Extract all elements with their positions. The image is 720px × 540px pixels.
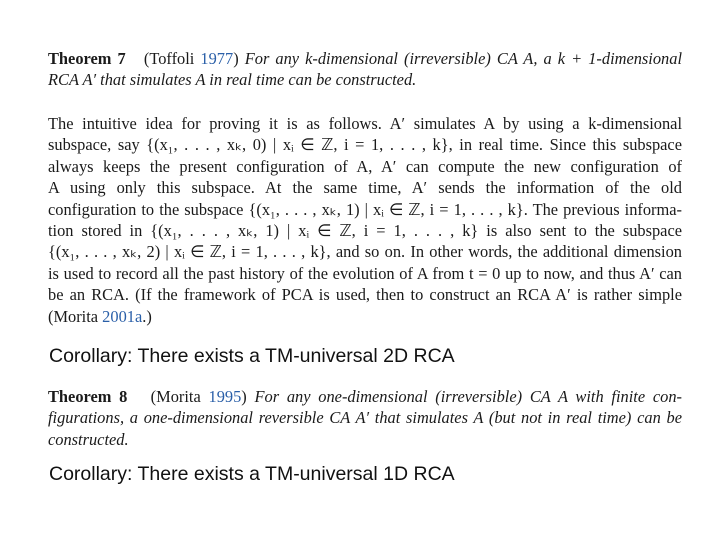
- theorem-7-citation-close: ): [233, 49, 239, 68]
- theorem-7-label: Theorem 7: [48, 49, 126, 68]
- theorem-8: [48, 386, 682, 450]
- theorem-7-line-1: [48, 48, 682, 69]
- theorem-7: [48, 48, 682, 91]
- theorem-8-statement-1: For any one-dimensional (irreversible) CA A with finite con-: [254, 387, 682, 406]
- theorem-8-label: Theorem 8: [48, 387, 128, 406]
- theorem-7-statement-2: RCA A′ that simulates A in real time can be constructed.: [48, 70, 417, 90]
- proof-paragraph: [48, 113, 682, 327]
- proof-line: be an RCA. (If the framework of PCA is used, then to construct an RCA A′ is rather simple: [48, 285, 682, 305]
- theorem-7-citation-year[interactable]: 1977: [200, 49, 234, 68]
- proof-citation-open: (Morita: [48, 306, 103, 326]
- theorem-8-citation-open: (Morita: [150, 387, 209, 406]
- theorem-7-citation-open: (Toffoli: [143, 49, 201, 68]
- proof-citation-close: .): [142, 306, 152, 326]
- proof-line: {(x₁, . . . , xₖ, 2) | xᵢ ∈ ℤ, i = 1, . . . , k}, and so on. In other words, the additional dimension: [48, 242, 682, 262]
- proof-citation-year[interactable]: 2001a: [102, 306, 143, 326]
- theorem-8-statement-3: constructed.: [48, 429, 129, 449]
- theorem-8-citation-year[interactable]: 1995: [208, 387, 242, 406]
- proof-line: tion stored in {(x₁, . . . , xₖ, 1) | xᵢ ∈ ℤ, i = 1, . . . , k} is also sent to the subspace: [48, 221, 682, 241]
- proof-line: is used to record all the past history of the evolution of A from t = 0 up to now, and thus A′ can: [48, 263, 682, 283]
- proof-line: The intuitive idea for proving it is as follows. A′ simulates A by using a k-dimensional: [48, 114, 682, 133]
- corollary-1d: Corollary: There exists a TM-universal 1D RCA: [49, 463, 455, 485]
- proof-line: subspace, say {(x₁, . . . , xₖ, 0) | xᵢ ∈ ℤ, i = 1, . . . , k}, in real time. Since this subspace: [48, 135, 682, 155]
- corollary-2d: Corollary: There exists a TM-universal 2D RCA: [49, 345, 455, 367]
- proof-line: A using only this subspace. At the same time, A′ sends the information of the old: [48, 178, 682, 198]
- theorem-7-statement-1: For any k-dimensional (irreversible) CA A, a k + 1-dimensional: [244, 49, 682, 68]
- theorem-8-line-1: [48, 386, 682, 407]
- theorem-8-citation-close: ): [241, 387, 247, 406]
- proof-line: always keeps the present configuration of A, A′ can compute the new configuration of: [48, 156, 682, 176]
- theorem-8-statement-2: figurations, a one-dimensional reversible CA A′ that simulates A (but not in real time) can be: [48, 408, 682, 428]
- proof-line: configuration to the subspace {(x₁, . . . , xₖ, 1) | xᵢ ∈ ℤ, i = 1, . . . , k}. The previous informa-: [48, 199, 682, 219]
- proof-last-line: [48, 306, 682, 327]
